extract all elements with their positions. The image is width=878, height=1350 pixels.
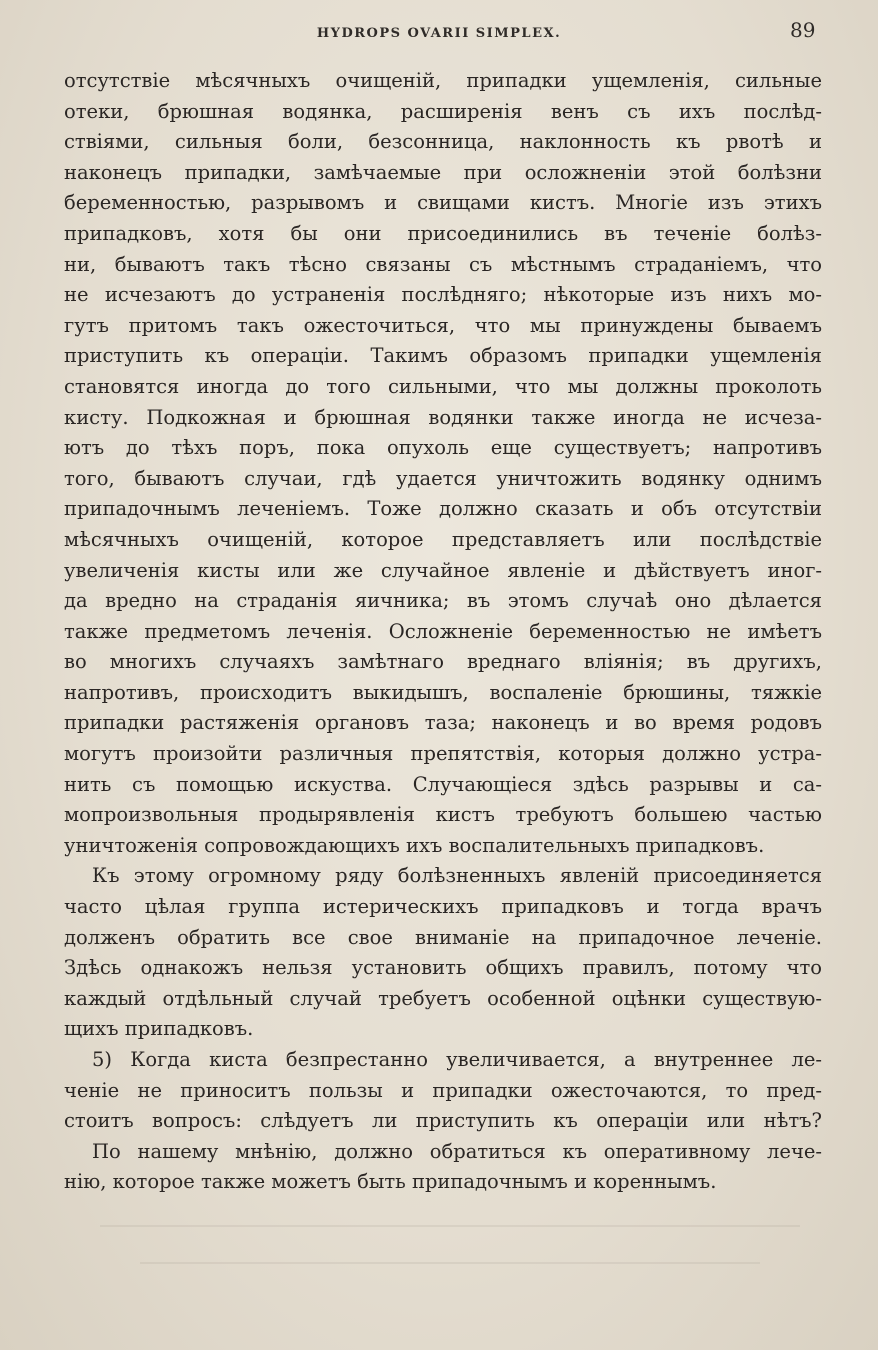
text-line: беременностью, разрывомъ и свищами кистъ. Многіе изъ этихъ bbox=[64, 191, 822, 215]
bleed-through-mark bbox=[100, 1225, 800, 1227]
text-line: да вредно на страданія яичника; въ этомъ случаѣ оно дѣлается bbox=[64, 589, 822, 613]
text-line: ствіями, сильныя боли, безсонница, наклонность къ рвотѣ и bbox=[64, 130, 822, 154]
text-line: припадочнымъ леченіемъ. Тоже должно сказать и объ отсутствіи bbox=[64, 497, 822, 521]
text-line: нить съ помощью искуства. Случающіеся здѣсь разрывы и са- bbox=[64, 772, 822, 796]
text-line: стоитъ вопросъ: слѣдуетъ ли приступить къ операціи или нѣтъ? bbox=[64, 1109, 822, 1133]
text-line: во многихъ случаяхъ замѣтнаго вреднаго вліянія; въ другихъ, bbox=[64, 650, 822, 674]
text-line: того, бываютъ случаи, гдѣ удается уничтожить водянку однимъ bbox=[64, 466, 822, 490]
text-line: гутъ притомъ такъ ожесточиться, что мы принуждены бываемъ bbox=[64, 313, 822, 337]
page-number: 89 bbox=[790, 18, 816, 42]
text-line: каждый отдѣльный случай требуетъ особенной оцѣнки существую- bbox=[64, 986, 822, 1010]
text-line: отеки, брюшная водянка, расширенія венъ съ ихъ послѣд- bbox=[64, 99, 822, 123]
text-line: не исчезаютъ до устраненія послѣдняго; нѣкоторые изъ нихъ мо- bbox=[64, 283, 822, 307]
text-line: приступить къ операціи. Такимъ образомъ припадки ущемленія bbox=[64, 344, 822, 368]
text-line: уничтоженія сопровождающихъ ихъ воспалительныхъ припадковъ. bbox=[64, 833, 765, 857]
text-line: щихъ припадковъ. bbox=[64, 1017, 254, 1041]
text-line: становятся иногда до того сильными, что мы должны проколоть bbox=[64, 374, 822, 398]
body-text bbox=[64, 66, 822, 1198]
text-line: часто цѣлая группа истерическихъ припадковъ и тогда врачъ bbox=[64, 895, 822, 919]
text-line: припадковъ, хотя бы они присоединились въ теченіе болѣз- bbox=[64, 221, 822, 245]
text-line: мопроизвольныя продырявленія кистъ требуютъ большею частью bbox=[64, 803, 822, 827]
running-title: HYDROPS OVARII SIMPLEX. bbox=[316, 26, 562, 41]
text-line: ченіе не приноситъ пользы и припадки ожесточаются, то пред- bbox=[64, 1078, 822, 1102]
text-line: также предметомъ леченія. Осложненіе беременностью не имѣетъ bbox=[64, 619, 822, 643]
text-line: могутъ произойти различныя препятствія, которыя должно устра- bbox=[64, 742, 822, 766]
text-line: напротивъ, происходитъ выкидышъ, воспаленіе брюшины, тяжкіе bbox=[64, 680, 822, 704]
paragraph-start-line: По нашему мнѣнію, должно обратиться къ оперативному лече- bbox=[92, 1139, 822, 1163]
text-line: ютъ до тѣхъ поръ, пока опухоль еще существуетъ; напротивъ bbox=[64, 436, 822, 460]
text-line: долженъ обратить все свое вниманіе на припадочное леченіе. bbox=[64, 925, 822, 949]
text-line: припадки растяженія органовъ таза; наконецъ и во время родовъ bbox=[64, 711, 822, 735]
text-line: наконецъ припадки, замѣчаемые при осложненіи этой болѣзни bbox=[64, 160, 822, 184]
text-line: мѣсячныхъ очищеній, которое представляетъ или послѣдствіе bbox=[64, 527, 822, 551]
text-line: отсутствіе мѣсячныхъ очищеній, припадки ущемленія, сильные bbox=[64, 69, 822, 92]
text-line: Здѣсь однакожъ нельзя установить общихъ правилъ, потому что bbox=[64, 956, 822, 980]
paragraph-start-line: 5) Когда киста безпрестанно увеличивается, а внутреннее ле- bbox=[92, 1048, 822, 1071]
text-line: увеличенія кисты или же случайное явленіе и дѣйствуетъ иног- bbox=[64, 558, 822, 582]
bleed-through-mark bbox=[140, 1262, 760, 1264]
text-line: кисту. Подкожная и брюшная водянки также иногда не исчеза- bbox=[64, 405, 822, 429]
text-line: нію, которое также можетъ быть припадочнымъ и кореннымъ. bbox=[64, 1170, 717, 1194]
text-line: ни, бываютъ такъ тѣсно связаны съ мѣстнымъ страданіемъ, что bbox=[64, 252, 822, 276]
paragraph-start-line: Къ этому огромному ряду болѣзненныхъ явленій присоединяется bbox=[92, 864, 822, 888]
